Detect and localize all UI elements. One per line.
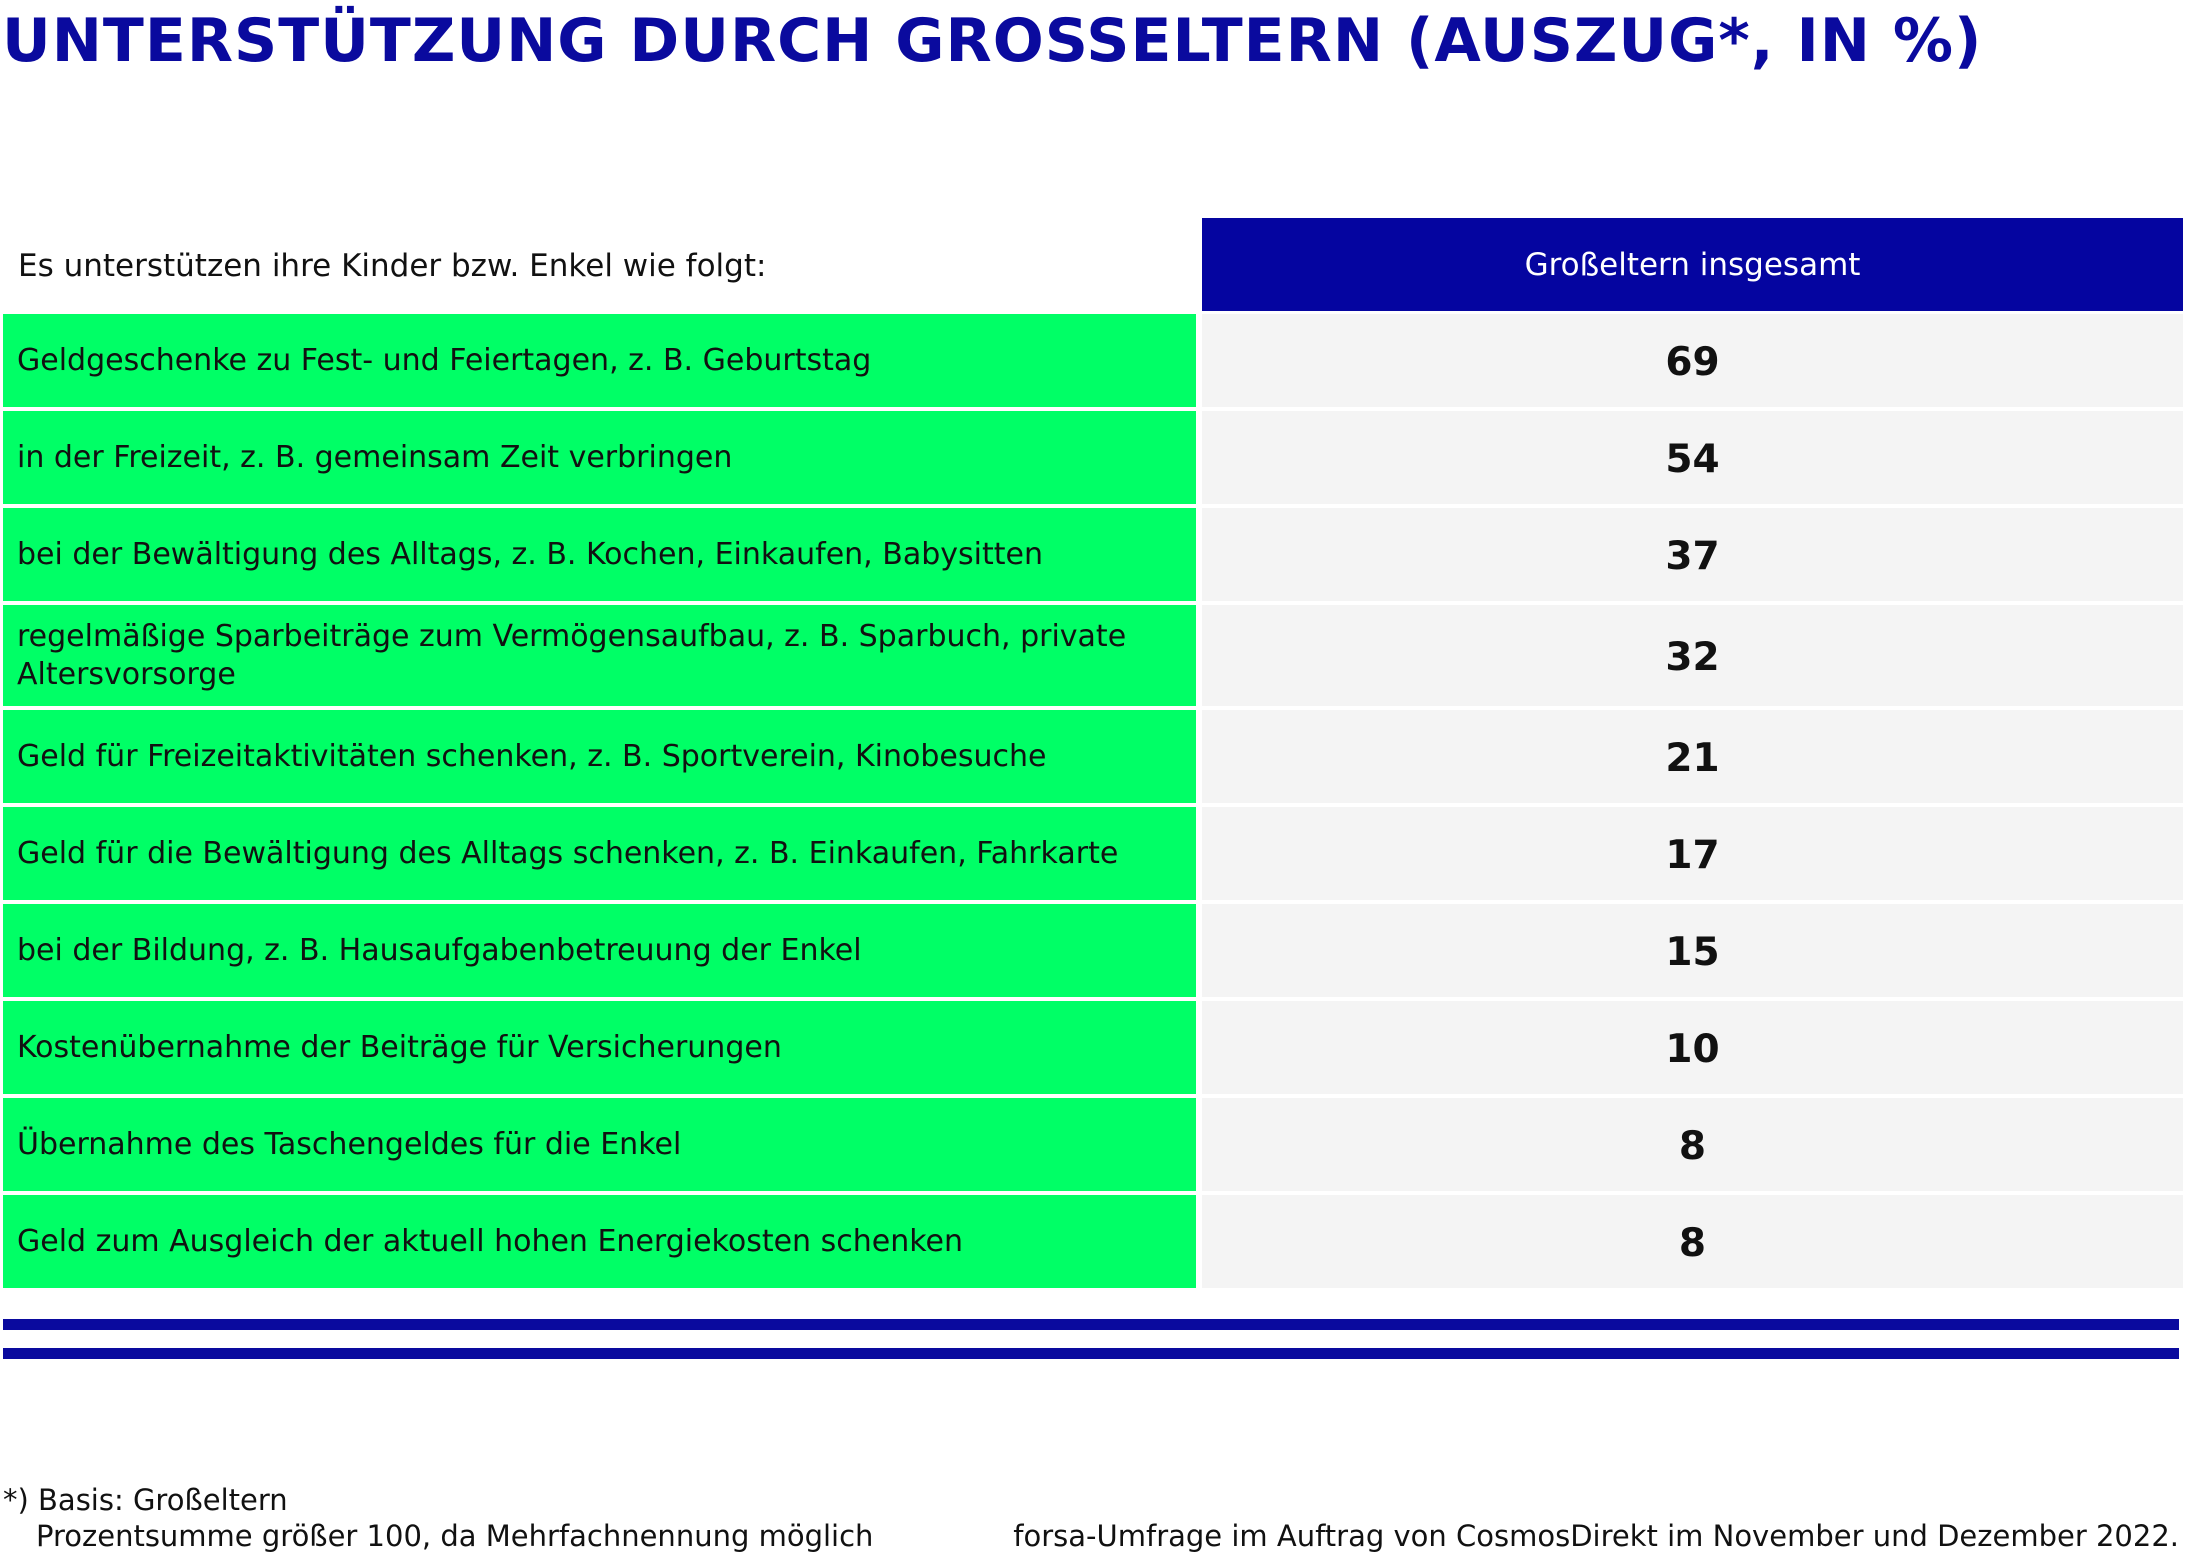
data-table (3, 218, 2183, 1266)
source-note: forsa-Umfrage im Auftrag von CosmosDirekt im November und Dezember 2022. (1013, 1519, 2179, 1553)
footnote-line-1: *) Basis: Großeltern (3, 1483, 288, 1517)
table-row (3, 807, 2183, 900)
table-row (3, 508, 2183, 601)
divider-rule-bottom (3, 1348, 2179, 1359)
chart-title: UNTERSTÜTZUNG DURCH GROSSELTERN (AUSZUG*, IN %) (2, 6, 1983, 76)
table-row (3, 710, 2183, 803)
column-header-label: Großeltern insgesamt (1524, 246, 1861, 283)
table-row (3, 904, 2183, 997)
table-row (3, 1001, 2183, 1094)
row-label: Geldgeschenke zu Fest- und Feiertagen, z. B. Geburtstag (3, 314, 1196, 407)
row-label: bei der Bildung, z. B. Hausaufgabenbetreuung der Enkel (3, 904, 1196, 997)
row-value: 37 (1202, 508, 2183, 601)
table-row (3, 1098, 2183, 1191)
row-value: 21 (1202, 710, 2183, 803)
row-value: 8 (1202, 1195, 2183, 1288)
row-value: 32 (1202, 605, 2183, 706)
table-row (3, 314, 2183, 407)
row-label: Geld für Freizeitaktivitäten schenken, z. B. Sportverein, Kinobesuche (3, 710, 1196, 803)
footnote-line-2: Prozentsumme größer 100, da Mehrfachnennung möglich (36, 1519, 874, 1553)
row-value: 15 (1202, 904, 2183, 997)
row-value: 10 (1202, 1001, 2183, 1094)
row-label: bei der Bewältigung des Alltags, z. B. Kochen, Einkaufen, Babysitten (3, 508, 1196, 601)
row-value: 17 (1202, 807, 2183, 900)
row-label: in der Freizeit, z. B. gemeinsam Zeit verbringen (3, 411, 1196, 504)
row-header-label: Es unterstützen ihre Kinder bzw. Enkel wie folgt: (18, 248, 767, 284)
row-label: Geld für die Bewältigung des Alltags schenken, z. B. Einkaufen, Fahrkarte (3, 807, 1196, 900)
table-header-row (3, 218, 2183, 311)
row-label: Übernahme des Taschengeldes für die Enkel (3, 1098, 1196, 1191)
row-label: Kostenübernahme der Beiträge für Versicherungen (3, 1001, 1196, 1094)
divider-rule-top (3, 1319, 2179, 1330)
table-row (3, 411, 2183, 504)
row-value: 69 (1202, 314, 2183, 407)
row-label: Geld zum Ausgleich der aktuell hohen Energiekosten schenken (3, 1195, 1196, 1288)
row-label: regelmäßige Sparbeiträge zum Vermögensaufbau, z. B. Sparbuch, private Altersvorsorge (3, 605, 1196, 706)
footnote (3, 1482, 873, 1554)
table-row (3, 1195, 2183, 1288)
table-row (3, 605, 2183, 706)
row-value: 8 (1202, 1098, 2183, 1191)
column-header-cell (1202, 218, 2183, 311)
row-value: 54 (1202, 411, 2183, 504)
